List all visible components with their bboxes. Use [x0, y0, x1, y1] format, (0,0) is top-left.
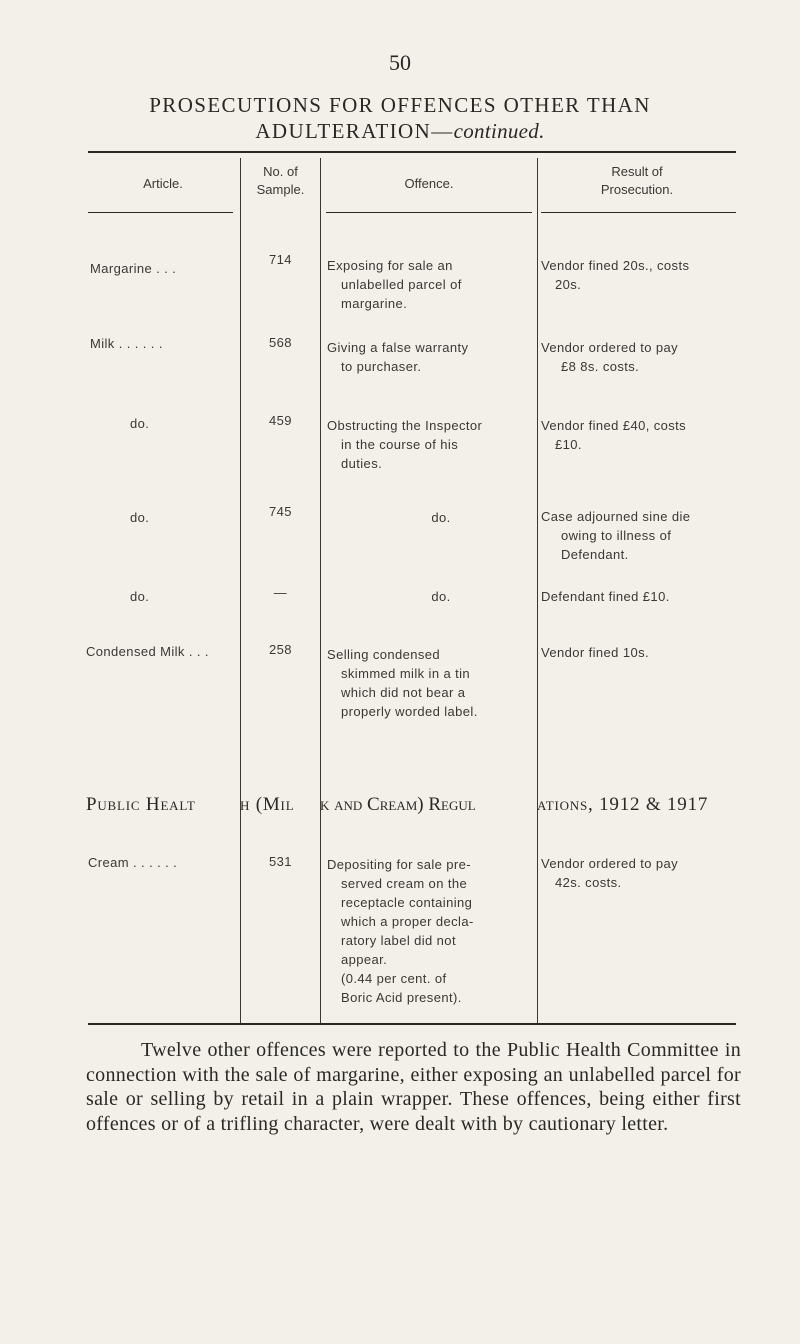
cream-row-offence-line7: (0.44 per cent. of: [341, 971, 447, 986]
cream-row-article: Cream . . . . . .: [88, 855, 178, 870]
row-1-result-line1: Vendor fined 20s., costs: [541, 258, 690, 273]
cream-row-offence-line2: served cream on the: [341, 876, 468, 891]
table-top-rule: [88, 151, 736, 153]
header-sample-line1: No. of: [263, 164, 298, 179]
row-1-sample: 714: [269, 252, 292, 267]
section-heading-part2: h (Mil: [240, 794, 295, 815]
header-result-line1: Result of: [611, 164, 663, 179]
row-3-offence-line1: Obstructing the Inspector: [327, 418, 483, 433]
row-2-sample: 568: [269, 335, 292, 350]
row-3-offence: [327, 416, 530, 473]
row-1-offence-line3: margarine.: [341, 296, 408, 311]
row-3-sample: 459: [269, 413, 292, 428]
cream-row-result: [541, 854, 736, 892]
page-title-line1: PROSECUTIONS FOR OFFENCES OTHER THAN: [149, 93, 651, 117]
row-6-offence-line4: properly worded label.: [341, 704, 478, 719]
row-4-article: do.: [130, 510, 150, 525]
page-number: 50: [389, 50, 411, 75]
row-3-offence-line3: duties.: [341, 456, 383, 471]
row-4-result-line1: Case adjourned sine die: [541, 509, 691, 524]
row-1-result-line2: 20s.: [555, 277, 582, 292]
cream-row-offence: [327, 855, 530, 1007]
section-heading-part1: Public Healt: [86, 794, 196, 815]
row-1-result: [541, 256, 736, 294]
row-5-offence: do.: [431, 589, 451, 604]
row-1-article: Margarine . . .: [90, 261, 177, 276]
cream-row-offence-line8: Boric Acid present).: [341, 990, 462, 1005]
section-heading: [86, 794, 746, 816]
title-continued: continued.: [453, 119, 545, 143]
row-4-offence: do.: [431, 510, 451, 525]
cream-row-sample: 531: [269, 854, 292, 869]
row-2-offence-line1: Giving a false warranty: [327, 340, 469, 355]
title-main: ADULTERATION—: [255, 119, 454, 143]
header-rule-offence: [326, 212, 532, 213]
header-rule-article: [88, 212, 233, 213]
header-result: [538, 163, 736, 199]
row-2-article: Milk . . . . . .: [90, 336, 163, 351]
table-bottom-rule: [88, 1023, 736, 1025]
row-5-article: do.: [130, 589, 150, 604]
row-1-offence: [327, 256, 530, 313]
row-2-offence-line2: to purchaser.: [341, 359, 422, 374]
row-6-result: Vendor fined 10s.: [541, 645, 649, 660]
header-sample: [241, 163, 320, 199]
row-2-offence: [327, 338, 530, 376]
row-3-offence-line2: in the course of his: [341, 437, 459, 452]
row-6-offence-line2: skimmed milk in a tin: [341, 666, 471, 681]
row-3-article: do.: [130, 416, 150, 431]
page-title-line2: [0, 119, 800, 144]
section-heading-part4: ations, 1912 & 1917: [537, 794, 709, 815]
row-6-offence: [327, 645, 530, 721]
header-article: Article.: [143, 176, 183, 191]
row-2-result: [541, 338, 736, 376]
cream-row-offence-line1: Depositing for sale pre-: [327, 857, 471, 872]
row-6-offence-line3: which did not bear a: [341, 685, 466, 700]
row-6-article: Condensed Milk . . .: [86, 644, 209, 659]
row-6-sample: 258: [269, 642, 292, 657]
header-offence: Offence.: [404, 176, 454, 191]
cream-row-result-line2: 42s. costs.: [555, 875, 622, 890]
row-1-offence-line1: Exposing for sale an: [327, 258, 453, 273]
row-4-result: [541, 507, 736, 564]
cream-row-offence-line5: ratory label did not: [341, 933, 456, 948]
row-5-result: Defendant fined £10.: [541, 589, 670, 604]
row-4-result-line2: owing to illness of: [561, 528, 672, 543]
header-rule-result: [541, 212, 736, 213]
section-heading-part3: k and Cream) Regul: [320, 794, 476, 815]
header-sample-line2: Sample.: [256, 182, 305, 197]
row-3-result-line1: Vendor fined £40, costs: [541, 418, 687, 433]
row-6-offence-line1: Selling condensed: [327, 647, 441, 662]
row-4-result-line3: Defendant.: [561, 547, 629, 562]
row-4-sample: 745: [269, 504, 292, 519]
header-result-line2: Prosecution.: [600, 182, 674, 197]
row-3-result: [541, 416, 736, 454]
cream-row-offence-line3: receptacle containing: [341, 895, 473, 910]
row-2-result-line2: £8 8s. costs.: [561, 359, 640, 374]
row-5-sample: —: [273, 585, 288, 600]
cream-row-offence-line4: which a proper decla-: [341, 914, 474, 929]
row-1-offence-line2: unlabelled parcel of: [341, 277, 462, 292]
row-2-result-line1: Vendor ordered to pay: [541, 340, 679, 355]
cream-row-offence-line6: appear.: [341, 952, 388, 967]
row-3-result-line2: £10.: [555, 437, 582, 452]
cream-row-result-line1: Vendor ordered to pay: [541, 856, 679, 871]
footer-paragraph: Twelve other offences were reported to the Public Health Committee in connection with the sale of margarine, either exposing an unlabelled parcel for sale or selling by retail in a plain wrapper. These offences, being either first offences or of a trifling character, were dealt with by cautionary letter.: [86, 1039, 741, 1135]
